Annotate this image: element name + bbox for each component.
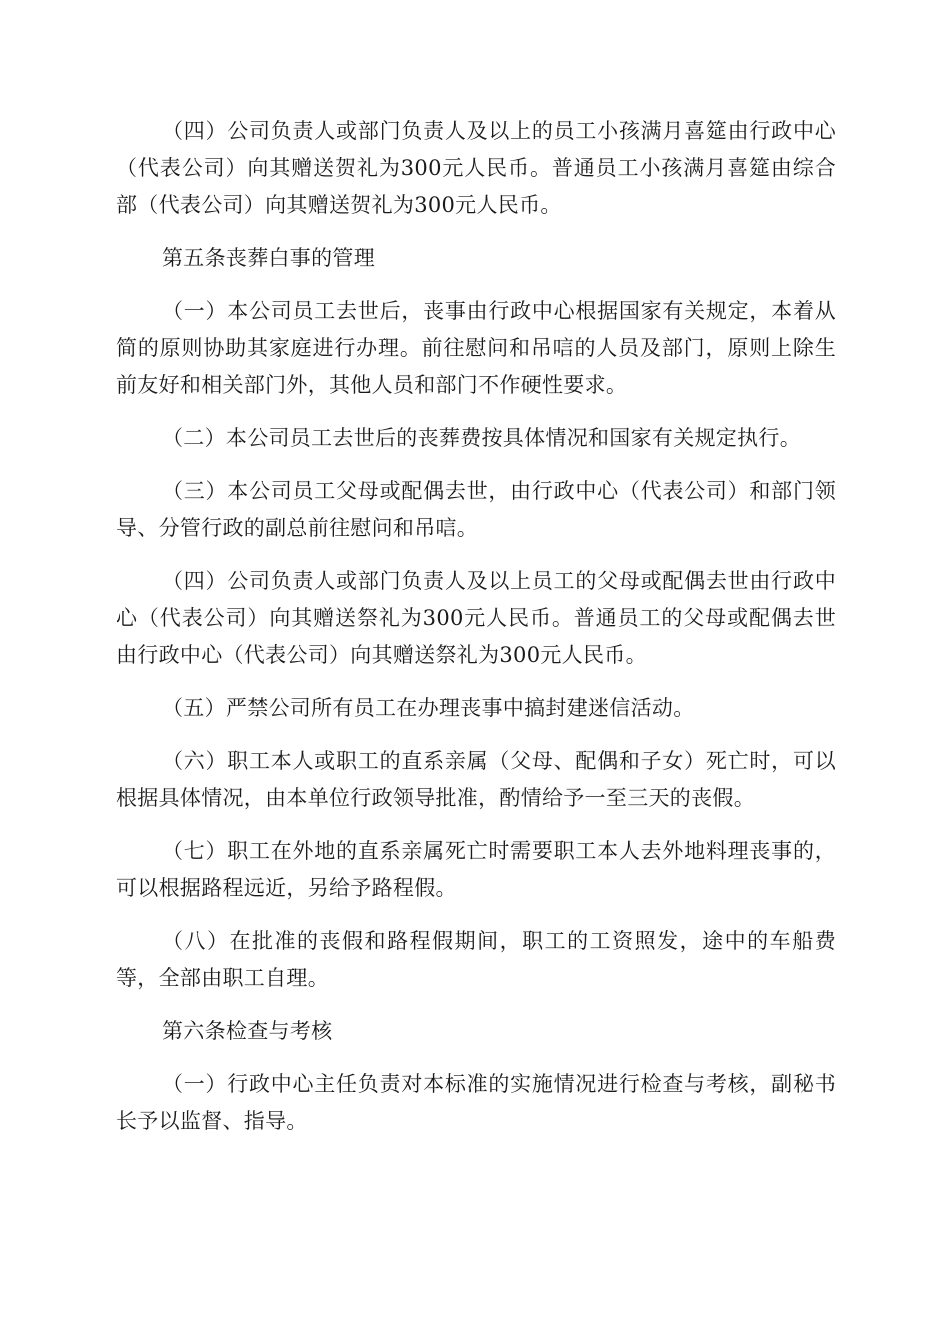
paragraph-funeral-arrangement: （一）本公司员工去世后，丧事由行政中心根据国家有关规定，本着从简的原则协助其家庭进行办理。前往慰问和吊唁的人员及部门，原则上除生前友好和相关部门外，其他人员和部门不作硬性要求。 bbox=[116, 299, 836, 397]
article-5-heading: 第五条丧葬白事的管理 bbox=[162, 246, 375, 270]
paragraph-condolence-visit: （三）本公司员工父母或配偶去世，由行政中心（代表公司）和部门领导、分管行政的副总前往慰问和吊唁。 bbox=[116, 479, 836, 540]
paragraph-celebration-gift: （四）公司负责人或部门负责人及以上的员工小孩满月喜筵由行政中心（代表公司）向其赠送贺礼为300元人民币。普通员工小孩满月喜筵由综合部（代表公司）向其赠送贺礼为300元人民币。 bbox=[116, 119, 836, 217]
paragraph-funeral-expenses: （二）本公司员工去世后的丧葬费按具体情况和国家有关规定执行。 bbox=[162, 426, 801, 450]
paragraph-travel-leave: （七）职工在外地的直系亲属死亡时需要职工本人去外地料理丧事的，可以根据路程远近，另给予路程假。 bbox=[116, 839, 836, 900]
paragraph-bereavement-leave: （六）职工本人或职工的直系亲属（父母、配偶和子女）死亡时，可以根据具体情况，由本单位行政领导批准，酌情给予一至三天的丧假。 bbox=[116, 749, 836, 810]
document-body bbox=[116, 113, 836, 1156]
paragraph-inspection: （一）行政中心主任负责对本标准的实施情况进行检查与考核，副秘书长予以监督、指导。 bbox=[116, 1072, 836, 1133]
paragraph-leave-pay: （八）在批准的丧假和路程假期间，职工的工资照发，途中的车船费等，全部由职工自理。 bbox=[116, 929, 836, 990]
article-6-heading: 第六条检查与考核 bbox=[162, 1019, 333, 1043]
paragraph-condolence-gift: （四）公司负责人或部门负责人及以上员工的父母或配偶去世由行政中心（代表公司）向其赠送祭礼为300元人民币。普通员工的父母或配偶去世由行政中心（代表公司）向其赠送祭礼为300元人民币。 bbox=[116, 569, 836, 667]
paragraph-superstition-ban: （五）严禁公司所有员工在办理丧事中搞封建迷信活动。 bbox=[162, 696, 695, 720]
